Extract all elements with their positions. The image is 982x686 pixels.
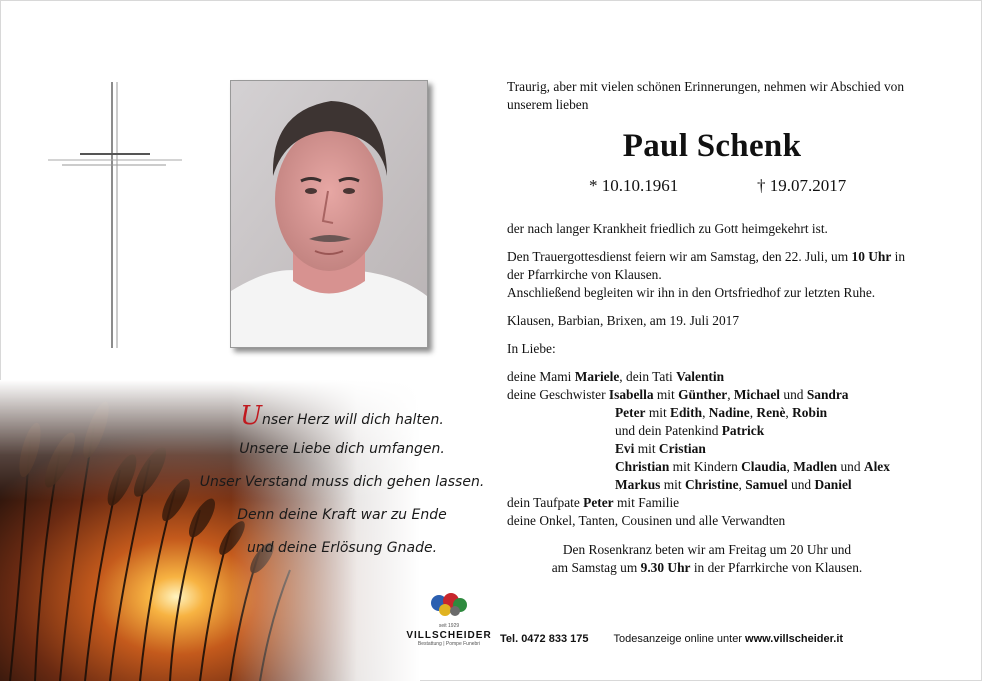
- logo-since: seit 1929: [438, 623, 460, 629]
- coat-of-arms-icon: [427, 592, 471, 618]
- intro-text: [507, 78, 907, 114]
- family-line: und dein Patenkind Patrick: [615, 423, 765, 438]
- birth-date: * 10.10.1961: [589, 176, 679, 195]
- cross-icon: [46, 80, 186, 350]
- in-love: In Liebe:: [507, 341, 556, 356]
- online-text: Todesanzeige online unter: [613, 633, 746, 645]
- deceased-name: Paul Schenk: [622, 128, 802, 164]
- poem: [192, 400, 492, 565]
- service-text: [507, 248, 907, 284]
- website-link[interactable]: www.villscheider.it: [745, 633, 844, 645]
- family-line: Markus mit Christine, Samuel und Daniel: [615, 477, 852, 492]
- phone-number[interactable]: Tel. 0472 833 175: [500, 633, 589, 645]
- family-line: deine Mami Mariele, dein Tati Valentin: [507, 369, 725, 384]
- portrait-photo: [230, 80, 428, 348]
- burial-text: Anschließend begleiten wir ihn in den Ortsfriedhof zur letzten Ruhe.: [507, 285, 876, 300]
- poem-line-3: Unser Verstand muss dich gehen lassen.: [199, 474, 485, 490]
- rosary-line-2: am Samstag um 9.30 Uhr in der Pfarrkirche von Klausen.: [551, 560, 863, 575]
- family-line: dein Taufpate Peter mit Familie: [507, 495, 680, 510]
- intro: Traurig, aber mit vielen schönen Erinnerungen, nehmen wir Abschied von unserem lieben: [507, 79, 905, 112]
- family-line: deine Onkel, Tanten, Cousinen und alle Verwandten: [507, 513, 786, 528]
- service-pre: Den Trauergottesdienst feiern wir am Samstag, den 22. Juli, um: [507, 249, 852, 264]
- poem-line-5: und deine Erlösung Gnade.: [246, 540, 438, 556]
- family-list: [507, 368, 890, 530]
- rosary-text: [507, 541, 907, 577]
- family-line: Evi mit Cristian: [615, 441, 706, 456]
- logo-subtitle: Bestattung | Pompe Funebri: [417, 641, 481, 647]
- villscheider-logo: [404, 592, 494, 647]
- service-post: in der Pfarrkirche von Klausen.: [507, 249, 906, 282]
- body-text: [507, 220, 907, 358]
- logo-brand: VILLSCHEIDER: [406, 630, 492, 641]
- poem-line-4: Denn deine Kraft war zu Ende: [237, 507, 447, 523]
- service-time: 10 Uhr: [851, 249, 892, 264]
- rosary-line-1: Den Rosenkranz beten wir am Freitag um 20 Uhr und: [562, 542, 852, 557]
- death-date: † 19.07.2017: [757, 176, 847, 195]
- footer-contact: [500, 633, 843, 645]
- poem-line-1: [192, 400, 492, 433]
- family-line: Peter mit Edith, Nadine, Renè, Robin: [615, 405, 828, 420]
- poem-line-2: Unsere Liebe dich umfangen.: [239, 441, 445, 457]
- family-line: deine Geschwister Isabella mit Günther, Michael und Sandra: [507, 387, 849, 402]
- family-line: Christian mit Kindern Claudia, Madlen und Alex: [615, 459, 890, 474]
- place-date: Klausen, Barbian, Brixen, am 19. Juli 2017: [507, 313, 740, 328]
- passing-text: der nach langer Krankheit friedlich zu Gott heimgekehrt ist.: [507, 221, 828, 236]
- poem-line-1-rest: nser Herz will dich halten.: [262, 412, 444, 428]
- poem-drop-initial: U: [240, 401, 263, 431]
